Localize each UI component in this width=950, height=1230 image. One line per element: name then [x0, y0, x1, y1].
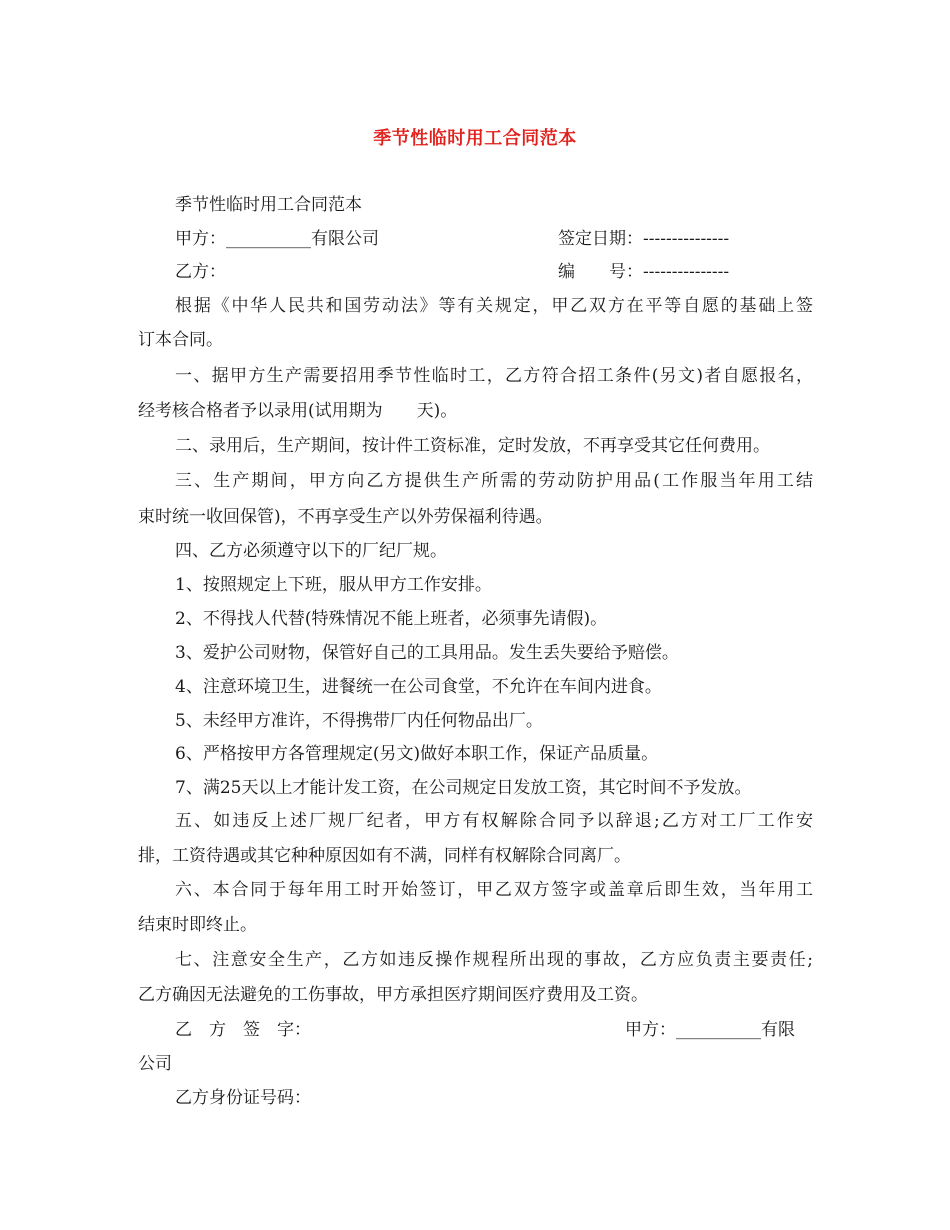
clause-1-line-2: 经考核合格者予以录用(试用期为 天)。 [138, 401, 458, 421]
clause-3-line-2: 束时统一收回保管)，不再享受生产以外劳保福利待遇。 [138, 507, 553, 527]
intro-line-1: 根据《中华人民共和国劳动法》等有关规定，甲乙双方在平等自愿的基础上签 [175, 296, 813, 316]
document-title: 季节性临时用工合同范本 [373, 128, 577, 149]
rule-4: 4、注意环境卫生，进餐统一在公司食堂，不允许在车间内进食。 [175, 677, 662, 697]
clause-4-line: 四、乙方必须遵守以下的厂纪厂规。 [175, 541, 447, 561]
clause-6-line-1: 六、本合同于每年用工时开始签订，甲乙双方签字或盖章后即生效，当年用工 [175, 880, 813, 900]
clause-7-line-2: 乙方确因无法避免的工伤事故，甲方承担医疗期间医疗费用及工资。 [138, 985, 648, 1005]
clause-1-line-1: 一、据甲方生产需要招用季节性临时工，乙方符合招工条件(另文)者自愿报名， [175, 366, 813, 386]
rule-5: 5、未经甲方准许，不得携带厂内任何物品出厂。 [175, 711, 543, 731]
intro-line-2: 订本合同。 [138, 330, 223, 350]
subtitle: 季节性临时用工合同范本 [175, 195, 362, 215]
clause-5-line-2: 排，工资待遇或其它种种原因如有不满，同样有权解除合同离厂。 [138, 846, 631, 866]
rule-3: 3、爱护公司财物，保管好自己的工具用品。发生丢失要给予赔偿。 [175, 643, 679, 663]
clause-3-line-1: 三、生产期间，甲方向乙方提供生产所需的劳动防护用品(工作服当年用工结 [175, 471, 813, 491]
party-a-line: 甲方：__________有限公司 [175, 229, 379, 249]
rule-7: 7、满25天以上才能计发工资，在公司规定日发放工资，其它时间不予发放。 [175, 778, 752, 798]
party-b-signature: 乙 方 签 字： [175, 1020, 311, 1040]
rule-1: 1、按照规定上下班，服从甲方工作安排。 [175, 575, 492, 595]
clause-7-line-1: 七、注意安全生产，乙方如违反操作规程所出现的事故，乙方应负责主要责任; [175, 950, 813, 970]
party-b-id-number: 乙方身份证号码： [175, 1088, 311, 1108]
clause-6-line-2: 结束时即终止。 [138, 915, 257, 935]
rule-2: 2、不得找人代替(特殊情况不能上班者，必须事先请假)。 [175, 609, 608, 629]
rule-6: 6、严格按甲方各管理规定(另文)做好本职工作，保证产品质量。 [175, 744, 659, 764]
clause-5-line-1: 五、如违反上述厂规厂纪者，甲方有权解除合同予以辞退;乙方对工厂工作安 [175, 811, 813, 831]
party-a-signature-cont: 公司 [138, 1054, 172, 1074]
clause-2-line: 二、录用后，生产期间，按计件工资标准，定时发放，不再享受其它任何费用。 [175, 436, 770, 456]
party-a-signature: 甲方：__________有限 [625, 1020, 795, 1040]
party-b-line: 乙方： [175, 262, 226, 282]
number-line: 编 号：--------------- [558, 262, 730, 282]
sign-date-line: 签定日期：--------------- [558, 229, 730, 249]
